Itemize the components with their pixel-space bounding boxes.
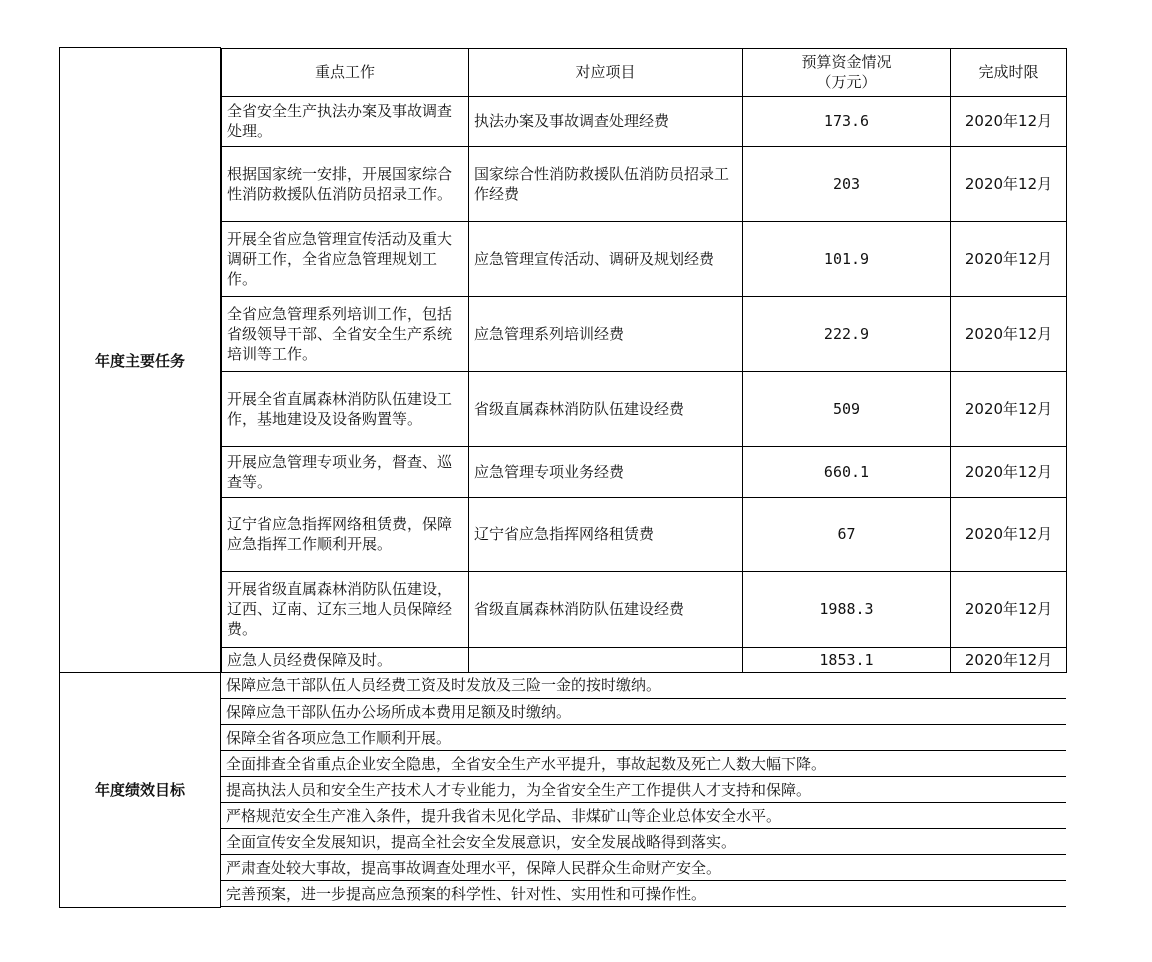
project-cell: 应急管理专项业务经费: [469, 446, 743, 497]
goal-text: 保障应急干部队伍人员经费工资及时发放及三险一金的按时缴纳。: [221, 673, 1066, 699]
list-item: [221, 751, 1066, 777]
deadline-cell: 2020年12月: [951, 96, 1067, 146]
goal-text: 全面排查全省重点企业安全隐患，全省安全生产水平提升，事故起数及死亡人数大幅下降。: [221, 751, 1066, 777]
budget-cell: 1988.3: [743, 571, 951, 647]
list-item: [221, 829, 1066, 855]
table-row: [222, 296, 1067, 371]
table-row: [222, 497, 1067, 571]
work-cell: 辽宁省应急指挥网络租赁费，保障应急指挥工作顺利开展。: [222, 497, 469, 571]
deadline-cell: 2020年12月: [951, 571, 1067, 647]
list-item: [221, 673, 1066, 699]
project-cell: [469, 647, 743, 672]
work-cell: 开展全省直属森林消防队伍建设工作，基地建设及设备购置等。: [222, 371, 469, 446]
table-row: [222, 371, 1067, 446]
deadline-cell: 2020年12月: [951, 296, 1067, 371]
list-item: [221, 855, 1066, 881]
budget-cell: 660.1: [743, 446, 951, 497]
table-row: [222, 647, 1067, 672]
goal-text: 保障应急干部队伍办公场所成本费用足额及时缴纳。: [221, 699, 1066, 725]
table-row: [222, 146, 1067, 221]
project-cell: 执法办案及事故调查处理经费: [469, 96, 743, 146]
budget-cell: 222.9: [743, 296, 951, 371]
header-deadline: 完成时限: [951, 48, 1067, 96]
work-cell: 开展应急管理专项业务，督查、巡查等。: [222, 446, 469, 497]
goals-label: 年度绩效目标: [60, 673, 221, 908]
deadline-cell: 2020年12月: [951, 647, 1067, 672]
deadline-cell: 2020年12月: [951, 221, 1067, 296]
goals-section: [60, 673, 1066, 908]
budget-sheet: [59, 47, 1066, 908]
tasks-table: [221, 48, 1067, 673]
list-item: [221, 699, 1066, 725]
project-cell: 应急管理系列培训经费: [469, 296, 743, 371]
work-cell: 应急人员经费保障及时。: [222, 647, 469, 672]
goal-text: 完善预案，进一步提高应急预案的科学性、针对性、实用性和可操作性。: [221, 881, 1066, 907]
goal-text: 保障全省各项应急工作顺利开展。: [221, 725, 1066, 751]
work-cell: 全省安全生产执法办案及事故调查处理。: [222, 96, 469, 146]
work-cell: 开展全省应急管理宣传活动及重大调研工作，全省应急管理规划工作。: [222, 221, 469, 296]
list-item: [221, 777, 1066, 803]
project-cell: 应急管理宣传活动、调研及规划经费: [469, 221, 743, 296]
budget-table: [59, 47, 1066, 908]
deadline-cell: 2020年12月: [951, 497, 1067, 571]
goal-text: 严肃查处较大事故，提高事故调查处理水平，保障人民群众生命财产安全。: [221, 855, 1066, 881]
list-item: [221, 803, 1066, 829]
project-cell: 辽宁省应急指挥网络租赁费: [469, 497, 743, 571]
deadline-cell: 2020年12月: [951, 446, 1067, 497]
header-work: 重点工作: [222, 48, 469, 96]
deadline-cell: 2020年12月: [951, 146, 1067, 221]
work-cell: 全省应急管理系列培训工作，包括省级领导干部、全省安全生产系统培训等工作。: [222, 296, 469, 371]
goal-text: 严格规范安全生产准入条件，提升我省未见化学品、非煤矿山等企业总体安全水平。: [221, 803, 1066, 829]
table-row: [222, 221, 1067, 296]
goal-text: 提高执法人员和安全生产技术人才专业能力，为全省安全生产工作提供人才支持和保障。: [221, 777, 1066, 803]
deadline-cell: 2020年12月: [951, 371, 1067, 446]
goals-table: [221, 673, 1066, 908]
tasks-header-row: [222, 48, 1067, 96]
work-cell: 根据国家统一安排，开展国家综合性消防救援队伍消防员招录工作。: [222, 146, 469, 221]
project-cell: 国家综合性消防救援队伍消防员招录工作经费: [469, 146, 743, 221]
list-item: [221, 725, 1066, 751]
tasks-section: [60, 48, 1066, 673]
budget-cell: 173.6: [743, 96, 951, 146]
project-cell: 省级直属森林消防队伍建设经费: [469, 371, 743, 446]
tasks-label: 年度主要任务: [60, 48, 221, 673]
budget-cell: 101.9: [743, 221, 951, 296]
table-row: [222, 446, 1067, 497]
table-row: [222, 571, 1067, 647]
project-cell: 省级直属森林消防队伍建设经费: [469, 571, 743, 647]
header-budget-line1: 预算资金情况: [801, 53, 892, 71]
goal-text: 全面宣传安全发展知识，提高全社会安全发展意识，安全发展战略得到落实。: [221, 829, 1066, 855]
header-project: 对应项目: [469, 48, 743, 96]
header-budget-line2: （万元）: [816, 73, 877, 91]
budget-cell: 509: [743, 371, 951, 446]
list-item: [221, 881, 1066, 907]
budget-cell: 67: [743, 497, 951, 571]
work-cell: 开展省级直属森林消防队伍建设，辽西、辽南、辽东三地人员保障经费。: [222, 571, 469, 647]
table-row: [222, 96, 1067, 146]
budget-cell: 203: [743, 146, 951, 221]
header-budget: [743, 48, 951, 96]
budget-cell: 1853.1: [743, 647, 951, 672]
